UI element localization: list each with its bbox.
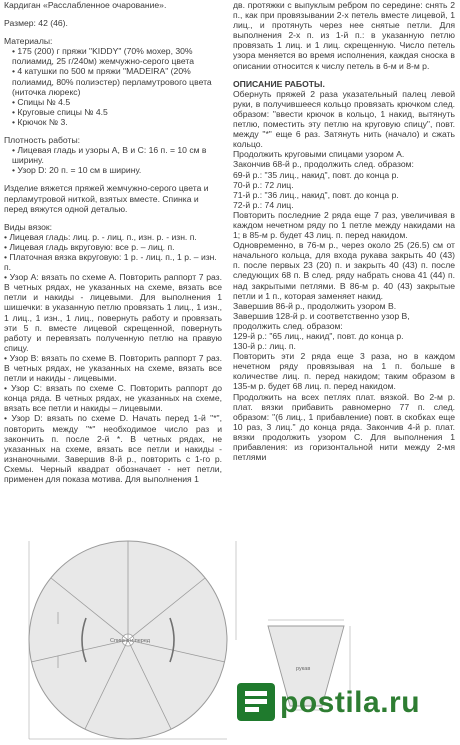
left-column	[4, 0, 222, 484]
work-line: Продолжить на всех петлях плат. вязкой. Во 2-м р. плат. вязки прибавить равномерно 77 п. след. образом: "(6 лиц., 1 прибавление) повт. в скобках еще 10 раз, 3 лиц." до конца ряда. Закончив 4-й р. плат. вязки продолжить узором С. Для выполнения 1 прибавления: из горизонтальной нити между 2-мя петлями	[233, 391, 455, 463]
work-line: 70-й р.: 72 лиц.	[233, 179, 294, 190]
sleeve-label: рукав	[296, 666, 311, 672]
density-item: • Лицевая гладь и узоры А, В и С: 16 п. = 10 см в ширину.	[12, 145, 207, 166]
continuation-text: дв. протяжки с выпуклым ребром по середине: снять 2 п., как при провязывании 2-х петель вместе лицевой, 1 лиц., и протянуть через нее снятые петли. Для выполнения 2-х п. из 1-й п.: в указанную петлю провязать 1 лиц. и 1 лиц. скрещенную. Число петель узора меняется во время исполнения, каждая сноска в описании относится к числу петель в 6-м и 8-м р.	[233, 0, 455, 71]
work-line: 72-й р.: 74 лиц.	[233, 199, 294, 210]
materials-item: • Спицы № 4.5	[12, 96, 71, 107]
density-heading: Плотность работы:	[4, 135, 81, 146]
postila-watermark	[280, 686, 420, 720]
materials-item: • Круговые спицы № 4.5	[12, 106, 108, 117]
size-line: Размер: 42 (46).	[4, 18, 68, 29]
brand-dot: .	[380, 686, 390, 719]
work-line: Обернуть пряжей 2 раза указательный палец левой руки, в получившееся кольцо провязать крючком след. образом: "ввести крючок в кольцо, 1 накид, вытянуть петлю, поместить эту петлю на круговую спицу", повт. между "*" еще 6 раз. Затянуть нить (начало) и сжать кольцо.	[233, 88, 455, 150]
knit-type-item: • Узор C: вязать по схеме С. Повторить раппорт до конца ряда. В четных рядах, не указанных на схеме, вязать все петли и накиды – лицевыми.	[4, 383, 222, 414]
product-note: Изделие вяжется пряжей жемчужно-серого цвета и перламутровой ниткой, взятых вместе. Спинка и перед вяжутся одной деталью.	[4, 183, 209, 214]
work-line: 130-й р.: лиц. п.	[233, 341, 296, 352]
work-line: Закончив 68-й р., продолжить след. образом:	[233, 159, 414, 170]
knit-type-item: • Узор B: вязать по схеме В. Повторить раппорт 7 раз. В четных рядах, не указанных на схеме, вязать все петли и накиды - лицевыми.	[4, 352, 222, 384]
right-column	[233, 0, 455, 462]
brand-name: postila	[280, 686, 381, 719]
circle-label: Спинка и перед	[110, 638, 151, 644]
materials-heading: Материалы:	[4, 36, 53, 47]
knit-type-item: • Лицевая гладь: лиц. р. - лиц. п., изн. р. - изн. п.	[4, 231, 197, 242]
work-line: Завершив 86-й р., продолжить узором В.	[233, 300, 397, 311]
materials-item: • Крючок № 3.	[12, 116, 68, 127]
materials-item: • 4 катушки по 500 м пряжи "MADEIRA" (20% полиамид, 80% полиэстер) перламутрового цвета (ниточка люрекс)	[12, 66, 212, 97]
work-line: Повторить последние 2 ряда еще 7 раз, увеличивая в каждом нечетном ряду по 1 петле между накидами на 1; в 85-м р. будет 43 лиц. п. перед накидом.	[233, 209, 455, 241]
knit-type-item: • Узор D: вязать по схеме D. Начать перед 1-й "*", повторить между "*" необходимое число раз и закончить п. после 2-й *. В четных рядах, не указанных на схеме, вязать все петли и накиды - изнаночными. Завершив 8-й р., повторить с 1-го р. Схемы. Черный квадрат обозначает - нет петли, применен для показа мотива. Для выполнения 1	[4, 413, 222, 485]
work-line: Завершив 128-й р. и соответственно узор В, продолжить след. образом:	[233, 310, 410, 331]
knit-type-item: • Платочная вязка вкруговую: 1 р. - лиц. п., 1 р. – изн. п.	[4, 251, 217, 273]
work-line: 129-й р.: "65 лиц., накид", повт. до конца р.	[233, 331, 404, 341]
work-line: Одновременно, в 76-м р., через около 25 (26.5) см от начального кольца, для входа рукава закрыть 40 (43) п. после первых 23 (20) п. и закрыть 40 (43) п. после следующих 68 п. В след. ряду набрать снова 41 (44) п. над закрытыми петлями. В 86-м р. 40 (43) закрытые петли и 1 п., которая заменяет накид.	[233, 240, 455, 301]
postila-logo-icon	[237, 683, 275, 721]
brand-tld: ru	[389, 686, 421, 719]
knit-types-heading: Виды вязок:	[4, 221, 53, 232]
knit-type-item: • Узор A: вязать по схеме А. Повторить раппорт 7 раз. В четных рядах, не указанных на схеме, вязать все петли и накиды - лицевыми. Для выполнения 1 шишечки: в указанную петлю провязать 1 лиц., 1 изн., 1 лиц., 1 изн., 1 лиц., повернуть работу и провязать эти 5 п. вместе лицевой скрещенной, повернуть работу и перевязать полученную петлю на правую спицу.	[4, 272, 222, 353]
work-line: Продолжить круговыми спицами узором А.	[233, 149, 405, 160]
density-item: • Узор D: 20 п. = 10 см в ширину.	[12, 165, 142, 176]
work-line: Повторить эти 2 ряда еще 3 раза, но в каждом нечетном ряду провязывая на 1 п. больше в количестве лиц. п. перед накидом; таким образом в 135-м р. будет 68 лиц. п. перед накидом.	[233, 351, 455, 392]
work-heading: ОПИСАНИЕ РАБОТЫ.	[233, 78, 325, 89]
knit-type-item: • Лицевая гладь вкруговую: все р. – лиц. п.	[4, 241, 175, 252]
work-line: 71-й р.: "36 лиц., накид", повт. до конца р.	[233, 189, 399, 200]
materials-item: • 175 (200) г пряжи "KIDDY" (70% мохер, 30% полиамид, 25 г/240м) жемчужно-серого цвета	[12, 46, 194, 67]
work-line: 69-й р.: "35 лиц., накид", повт. до конца р.	[233, 169, 399, 180]
yoke-circle	[29, 541, 227, 739]
pattern-title: Кардиган «Расслабленное очарование».	[4, 0, 167, 10]
